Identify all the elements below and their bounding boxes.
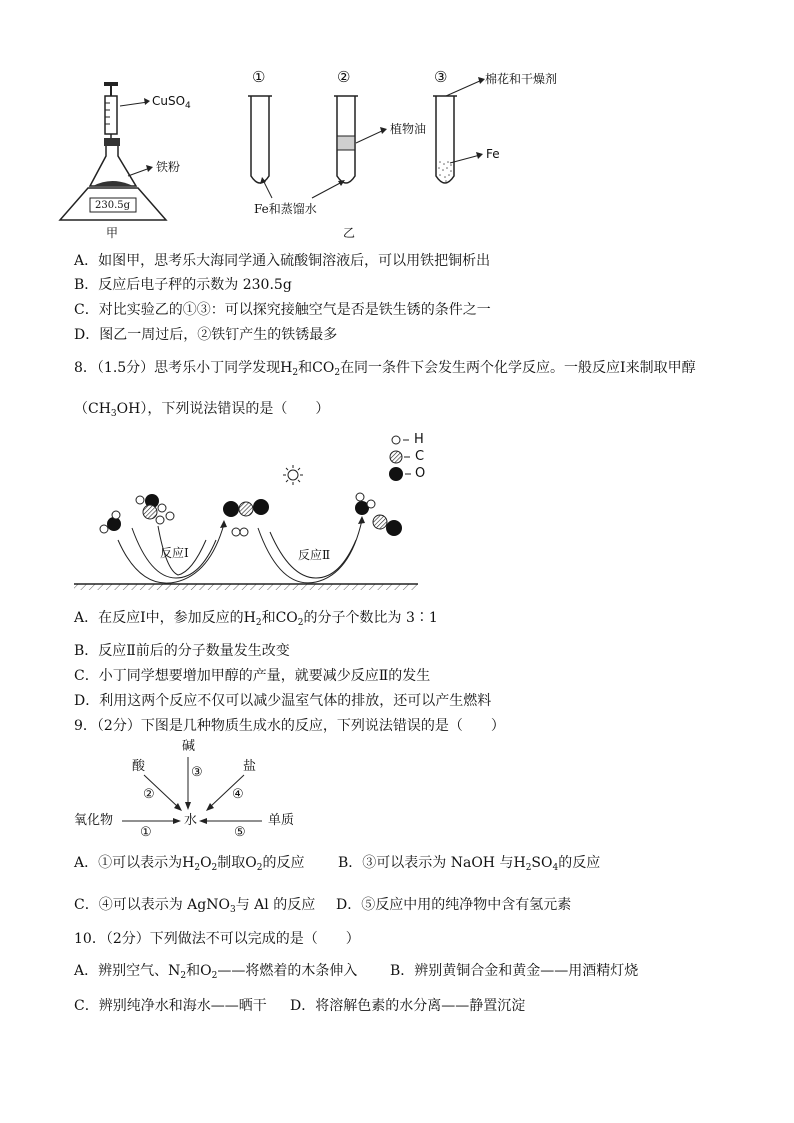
figure-caption-jia: 甲	[106, 226, 119, 240]
legend-h: H	[414, 432, 424, 447]
q10-stem: 10．（2分）下列做法不可以完成的是（ ）	[74, 931, 360, 947]
node-acid: 酸	[132, 759, 146, 774]
q9-option-a: A．①可以表示为$H_2O_2$制取$O_2$的反应	[74, 855, 305, 873]
q8-option-b: B．反应Ⅱ前后的分子数量发生改变	[74, 643, 290, 659]
cotton-desiccant-label: 棉花和干燥剂	[485, 72, 558, 86]
arrow-num-5: ⑤	[234, 825, 246, 840]
arrow-num-3: ③	[191, 765, 203, 780]
node-water: 水	[184, 813, 198, 828]
q9-stem: 9．（2分）下图是几种物质生成水的反应，下列说法错误的是（ ）	[74, 718, 505, 734]
q10-option-a: A．辨别空气、$N_2$和$O_2——$将燃着的木条伸入	[74, 963, 358, 981]
q8-option-a: A．在反应Ⅰ中，参加反应的$H_2$和$CO_2$的分子个数比为 3∶1	[74, 610, 438, 628]
node-base: 碱	[182, 739, 196, 754]
node-element: 单质	[268, 813, 295, 828]
legend-c: C	[415, 449, 425, 464]
q9-option-d: D．⑤反应中用的纯净物中含有氢元素	[336, 897, 572, 913]
vegetable-oil-label: 植物油	[390, 122, 427, 136]
arrow-num-2: ②	[143, 787, 155, 802]
cuso4-label: CuSO$_4$	[152, 94, 191, 111]
tube-number-2: ②	[337, 68, 351, 86]
node-salt: 盐	[243, 759, 257, 774]
tube-number-1: ①	[252, 68, 266, 86]
figure-caption-yi: 乙	[343, 226, 356, 240]
node-oxide: 氧化物	[74, 813, 114, 828]
fe-distilled-water-label: Fe和蒸馏水	[254, 202, 317, 216]
q10-option-c: C．辨别纯净水和海水——晒干	[74, 998, 267, 1014]
balance-reading: 230.5g	[95, 200, 131, 211]
fe-label: Fe	[486, 147, 500, 161]
q10-option-d: D．将溶解色素的水分离——静置沉淀	[290, 998, 526, 1014]
reaction-2-label: 反应Ⅱ	[298, 548, 331, 562]
q9-option-b: B．③可以表示为 NaOH 与$H_2SO_4$的反应	[338, 855, 601, 873]
iron-powder-label: 铁粉	[156, 160, 181, 174]
q8-stem-line1: 8．（1.5分）思考乐小丁同学发现$H_2$和$CO_2$在同一条件下会发生两个化学反应。一般反应Ⅰ来制取甲醇	[74, 360, 696, 378]
q7-option-b: B．反应后电子秤的示数为 230.5g	[74, 277, 292, 293]
reaction-1-label: 反应Ⅰ	[160, 546, 189, 560]
arrow-num-4: ④	[232, 787, 244, 802]
legend-o: O	[415, 466, 426, 481]
q7-option-d: D．图乙一周过后，②铁钉产生的铁锈最多	[74, 327, 338, 343]
arrow-num-1: ①	[140, 825, 152, 840]
q10-option-b: B．辨别黄铜合金和黄金——用酒精灯烧	[390, 963, 639, 979]
q8-option-d: D．利用这两个反应不仅可以减少温室气体的排放，还可以产生燃料	[74, 693, 492, 709]
tube-number-3: ③	[434, 68, 448, 86]
q8-option-c: C．小丁同学想要增加甲醇的产量，就要减少反应Ⅱ的发生	[74, 668, 431, 684]
q9-option-c: C．④可以表示为 AgNO$_3$与 Al 的反应	[74, 897, 316, 915]
q8-stem-line2: $(CH_3OH)$，下列说法错误的是（ ）	[74, 401, 330, 419]
q7-option-a: A．如图甲，思考乐大海同学通入硫酸铜溶液后，可以用铁把铜析出	[74, 253, 491, 269]
q7-option-c: C．对比实验乙的①③：可以探究接触空气是否是铁生锈的条件之一	[74, 302, 491, 318]
